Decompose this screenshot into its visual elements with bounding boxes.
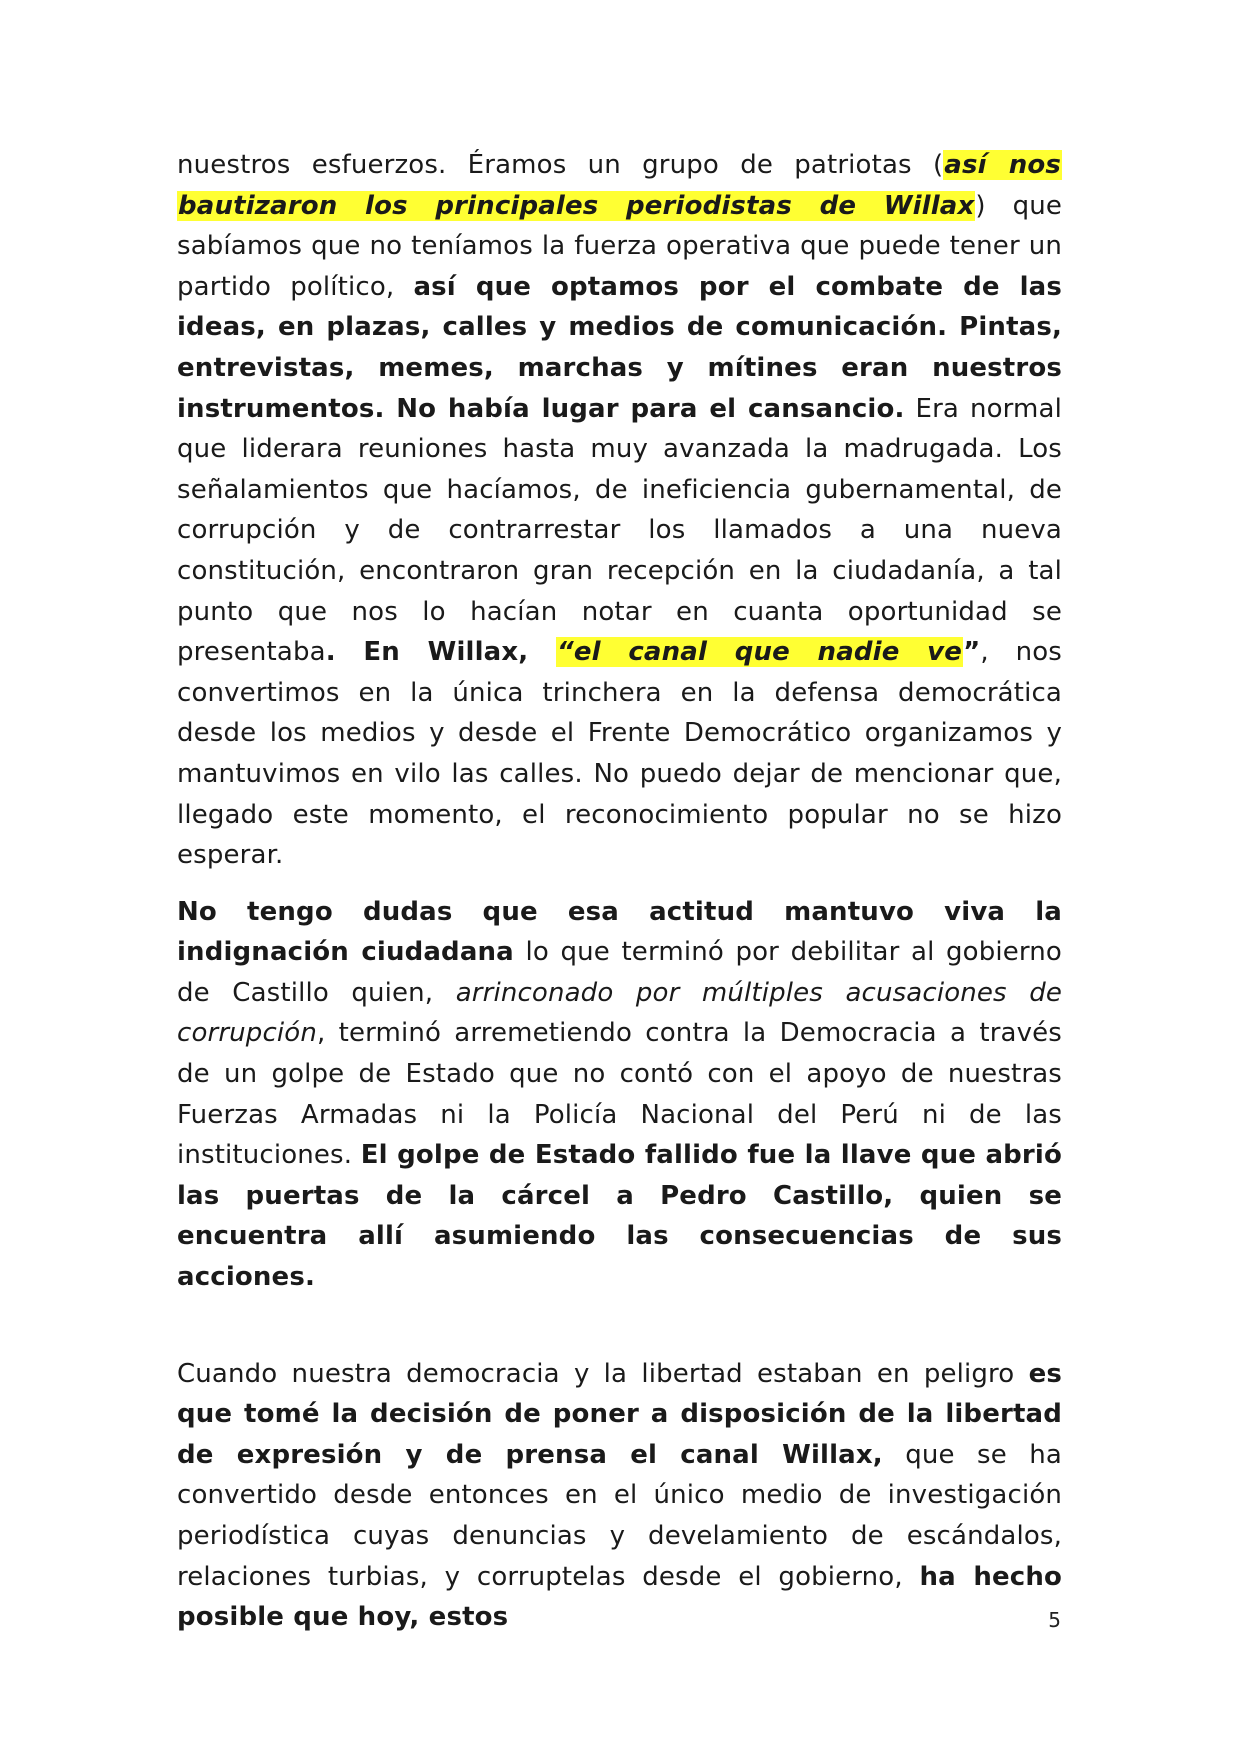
paragraph-3 (177, 1354, 1062, 1638)
p1-bold-quote: ” (963, 637, 981, 668)
p1-text-3: Era normal que liderara reuniones hasta muy avanzada la madrugada. Los señalamientos que hacíamos, de ineficiencia gubernamental, de corrupción y de contrarrestar los llamados a una nueva constitución, encontraron gran recepción en la ciudadanía, a tal punto que nos lo hacían notar en cuanta oportunidad se presentaba (177, 393, 1062, 668)
body-text (177, 145, 1062, 1638)
p3-bold-1: es que tomé la decisión de poner a disposición de la libertad de expresión y de prensa el canal Willax, (177, 1358, 1062, 1470)
paragraph-1 (177, 145, 1062, 876)
p1-text-4: , nos convertimos en la única trinchera en la defensa democrática desde los medios y desde el Frente Democrático organizamos y mantuvimos en vilo las calles. No puedo dejar de mencionar que, llegado este momento, el reconocimiento popular no se hizo esperar. (177, 637, 1062, 871)
p3-text-1: Cuando nuestra democracia y la libertad estaban en peligro (177, 1358, 1029, 1389)
p3-text-2: que se ha convertido desde entonces en el único medio de investigación periodística cuyas denuncias y develamiento de escándalos, relaciones turbias, y corruptelas desde el gobierno, (177, 1439, 1062, 1592)
p2-text-2: , terminó arremetiendo contra la Democracia a través de un golpe de Estado que no contó con el apoyo de nuestras Fuerzas Armadas ni la Policía Nacional del Perú ni de las instituciones. (177, 1018, 1062, 1171)
p2-bold-2: El golpe de Estado fallido fue la llave que abrió las puertas de la cárcel a Pedro Castillo, quien se encuentra allí asumiendo las consecuencias de sus acciones. (177, 1140, 1062, 1293)
p1-highlight-2: “el canal que nadie ve (556, 637, 963, 668)
p2-text-1: lo que terminó por debilitar al gobierno de Castillo quien, (177, 937, 1062, 1008)
p1-text-2: ) que sabíamos que no teníamos la fuerza operativa que puede tener un partido político, (177, 190, 1062, 302)
page-number: 5 (1048, 1608, 1061, 1632)
p2-italic-1: arrinconado por múltiples acusaciones de corrupción (177, 977, 1063, 1049)
p3-bold-2: ha hecho posible que hoy, estos (177, 1561, 1062, 1633)
p1-bold-1: así que optamos por el combate de las ideas, en plazas, calles y medios de comunicación. Pintas, entrevistas, memes, marchas y mítines eran nuestros instrumentos. No había lugar para el cansancio. (177, 271, 1062, 424)
paragraph-2 (177, 892, 1062, 1298)
p1-bold-2: . En Willax, (325, 637, 556, 668)
p1-highlight-1: así nos bautizaron los principales periodistas de Willax (178, 150, 1061, 221)
p2-bold-1: No tengo dudas que esa actitud mantuvo viva la indignación ciudadana (177, 896, 1062, 968)
p1-text-1: nuestros esfuerzos. Éramos un grupo de patriotas ( (177, 150, 944, 180)
